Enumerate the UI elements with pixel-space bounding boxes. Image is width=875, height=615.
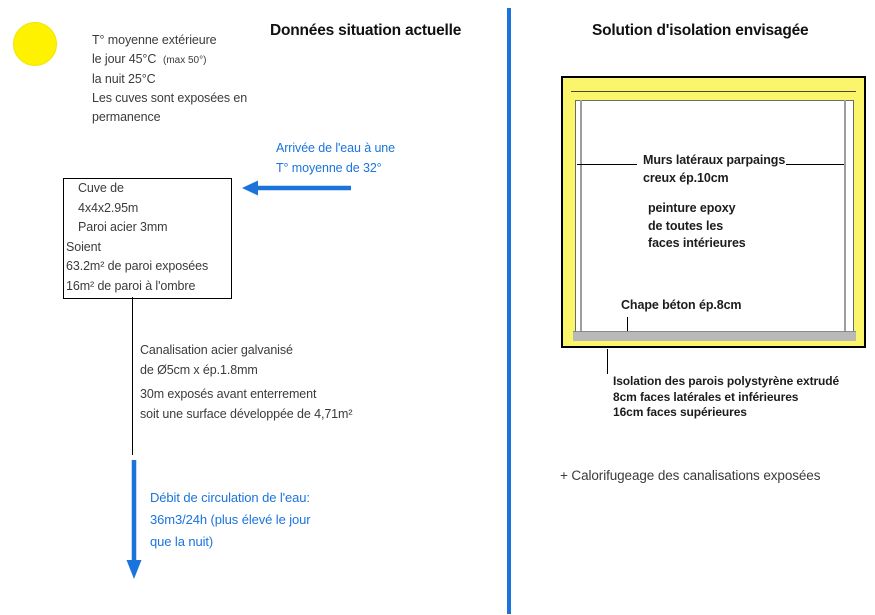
tank-spec-line: Soient: [66, 239, 101, 254]
conditions-line-5: permanence: [92, 110, 161, 124]
insulation-top-line: [571, 91, 856, 92]
water-inlet-label: Arrivée de l'eau à une T° moyenne de 32°: [276, 141, 396, 175]
left-wall-line: [580, 100, 582, 331]
water-inlet-arrow: [241, 179, 353, 197]
right-wall-line: [844, 100, 846, 331]
tank-spec-line: 16m² de paroi à l'ombre: [66, 278, 196, 293]
concrete-slab: [573, 331, 856, 341]
flow-down-arrow: [125, 459, 143, 581]
conditions-line-3: la nuit 25°C: [92, 72, 156, 86]
tank-connector-line: [132, 297, 133, 455]
conditions-line-4: Les cuves sont exposées en: [92, 91, 248, 105]
tank-spec-line: Paroi acier 3mm: [78, 220, 168, 234]
max-temp-note: (max 50°): [163, 55, 207, 66]
paint-label: peinture epoxy de toutes les faces intérieures: [648, 201, 746, 250]
insulation-note: Isolation des parois polystyrène extrudé 8cm faces latérales et inférieures 16cm faces supérieures: [613, 374, 840, 419]
pipe-spec-text: Canalisation acier galvanisé de Ø5cm x ép.1.8mm: [140, 343, 293, 377]
wall-pointer-left: [577, 164, 637, 165]
slab-label: Chape béton ép.8cm: [621, 298, 742, 312]
section-divider: [507, 8, 511, 614]
right-section-title: Solution d'isolation envisagée: [592, 22, 809, 39]
left-section-title: Données situation actuelle: [270, 22, 462, 39]
sun-icon: [13, 22, 57, 66]
tank-spec-line: 63.2m² de paroi exposées: [66, 259, 209, 273]
conditions-line-1: T° moyenne extérieure: [92, 33, 217, 47]
calorifugeage-note: + Calorifugeage des canalisations exposées: [560, 468, 821, 483]
wall-pointer-right: [786, 164, 844, 165]
conditions-line-2: le jour 45°C (max 50°): [92, 52, 207, 66]
flow-rate-label: Débit de circulation de l'eau: 36m3/24h (plus élevé le jour que la nuit): [150, 490, 311, 549]
tank-spec-line: Cuve de: [78, 181, 124, 195]
tank-spec-line: 4x4x2.95m: [78, 200, 139, 215]
pipe-surface-text: 30m exposés avant enterrement soit une surface développée de 4,71m²: [140, 387, 353, 421]
ambient-conditions-text: [92, 31, 247, 127]
wall-label: Murs latéraux parpaings creux ép.10cm: [643, 153, 786, 185]
diagram-connector-line: [607, 349, 608, 374]
slab-pointer-line: [627, 317, 628, 331]
tank-spec-box: [63, 178, 232, 299]
